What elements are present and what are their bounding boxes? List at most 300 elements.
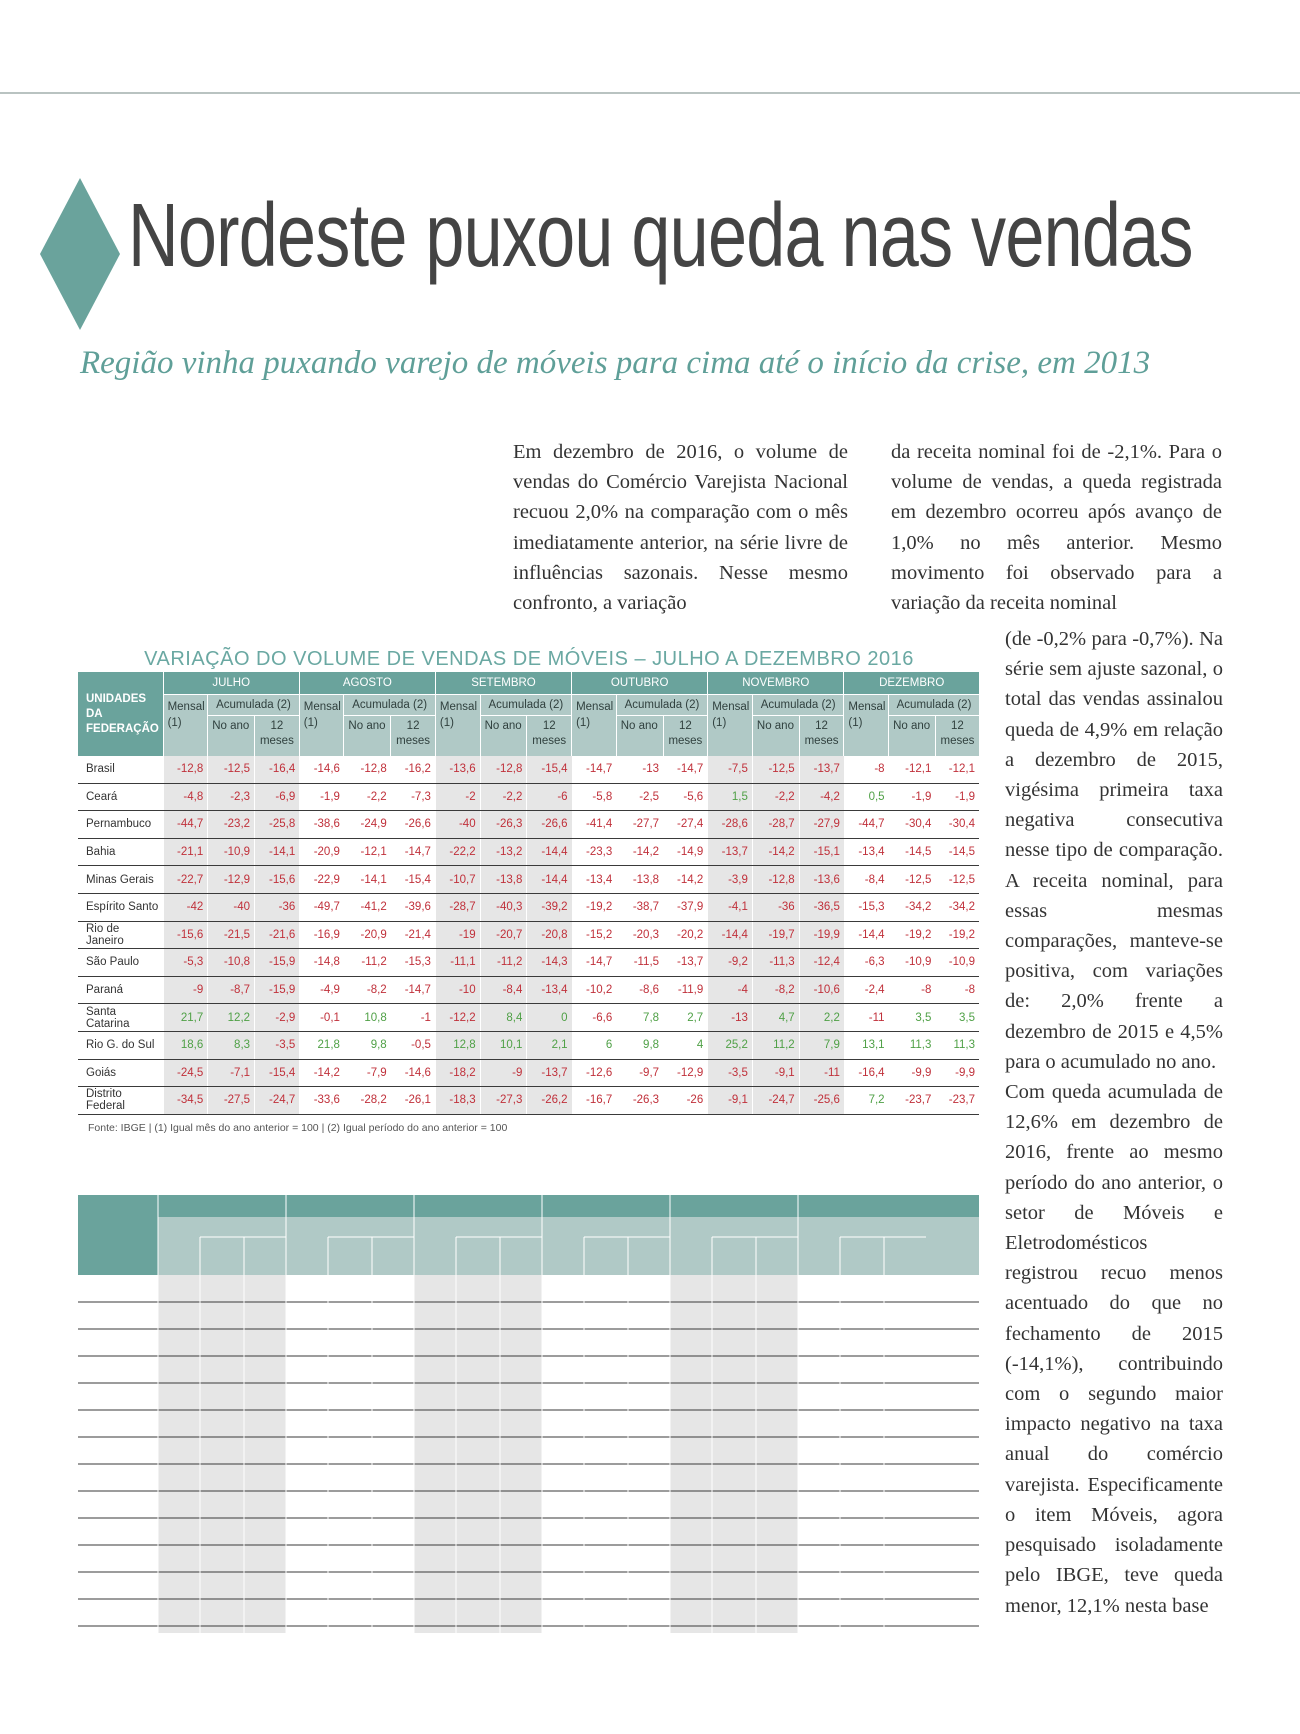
value-cell: -27,7: [616, 811, 663, 839]
ghost-subheader-band: [158, 1217, 979, 1275]
value-cell: 7,9: [799, 1031, 844, 1059]
ghost-state-header: [78, 1195, 158, 1275]
value-cell: -11: [844, 1004, 889, 1032]
state-name: Distrito Federal: [78, 1087, 163, 1115]
value-cell: -8,2: [752, 976, 799, 1004]
value-cell: -30,4: [935, 811, 979, 839]
value-cell: -28,7: [435, 893, 480, 921]
table-row: [78, 783, 979, 811]
doze-meses-header: 12 meses: [527, 716, 572, 757]
value-cell: -14,2: [663, 866, 708, 894]
acumulada-header: Acumulada (2): [344, 695, 436, 716]
value-cell: -19,2: [889, 921, 936, 949]
value-cell: 11,2: [752, 1031, 799, 1059]
value-cell: -7,1: [208, 1059, 255, 1087]
value-cell: -10,9: [889, 949, 936, 977]
ghost-month-band: [158, 1195, 979, 1217]
value-cell: -6,3: [844, 949, 889, 977]
value-cell: 9,8: [344, 1031, 391, 1059]
value-cell: -12,1: [344, 838, 391, 866]
value-cell: -7,3: [391, 783, 436, 811]
acumulada-header: Acumulada (2): [616, 695, 707, 716]
value-cell: -19,2: [572, 893, 617, 921]
value-cell: -14,4: [708, 921, 753, 949]
value-cell: -25,6: [799, 1087, 844, 1115]
value-cell: -5,6: [663, 783, 708, 811]
doze-meses-header: 12 meses: [799, 716, 844, 757]
value-cell: -2,9: [255, 1004, 300, 1032]
value-cell: -2,2: [752, 783, 799, 811]
month-header: JULHO: [163, 672, 299, 695]
month-header: NOVEMBRO: [708, 672, 844, 695]
month-header: SETEMBRO: [435, 672, 571, 695]
value-cell: -9: [163, 976, 208, 1004]
value-cell: -10,9: [208, 838, 255, 866]
value-cell: -3,5: [708, 1059, 753, 1087]
table-row: [78, 949, 979, 977]
value-cell: -15,2: [572, 921, 617, 949]
value-cell: 25,2: [708, 1031, 753, 1059]
value-cell: -13,4: [527, 976, 572, 1004]
value-cell: 1,5: [708, 783, 753, 811]
value-cell: -44,7: [844, 811, 889, 839]
value-cell: -12,8: [480, 756, 527, 783]
value-cell: -26,3: [480, 811, 527, 839]
value-cell: -10,6: [799, 976, 844, 1004]
value-cell: -40,3: [480, 893, 527, 921]
body-paragraph: da receita nominal foi de -2,1%. Para o volume de vendas, a queda registrada em dezembro ocorreu após avanço de 1,0% no mês anterior. Mesmo movimento foi observado para a variação da receita nominal: [891, 441, 1222, 615]
value-cell: 10,1: [480, 1031, 527, 1059]
value-cell: -3,9: [708, 866, 753, 894]
value-cell: -22,7: [163, 866, 208, 894]
value-cell: -10,8: [208, 949, 255, 977]
value-cell: -12,2: [435, 1004, 480, 1032]
value-cell: -14,2: [299, 1059, 344, 1087]
value-cell: -39,2: [527, 893, 572, 921]
value-cell: -10,2: [572, 976, 617, 1004]
table-row: [78, 976, 979, 1004]
value-cell: -7,9: [344, 1059, 391, 1087]
value-cell: -13,8: [616, 866, 663, 894]
value-cell: -3,5: [255, 1031, 300, 1059]
value-cell: -15,1: [799, 838, 844, 866]
table-row: [78, 838, 979, 866]
value-cell: -15,6: [255, 866, 300, 894]
value-cell: -36,5: [799, 893, 844, 921]
doze-meses-header: 12 meses: [663, 716, 708, 757]
value-cell: -12,9: [663, 1059, 708, 1087]
value-cell: -38,7: [616, 893, 663, 921]
value-cell: -14,4: [527, 866, 572, 894]
value-cell: -11,2: [480, 949, 527, 977]
value-cell: -14,7: [663, 756, 708, 783]
value-cell: -13,7: [708, 838, 753, 866]
value-cell: -0,5: [391, 1031, 436, 1059]
value-cell: -20,9: [299, 838, 344, 866]
value-cell: -12,6: [572, 1059, 617, 1087]
value-cell: -34,2: [935, 893, 979, 921]
value-cell: 4: [663, 1031, 708, 1059]
value-cell: -4,1: [708, 893, 753, 921]
table-footnote: Fonte: IBGE | (1) Igual mês do ano anterior = 100 | (2) Igual período do ano anterior = 100: [88, 1122, 508, 1134]
mensal-header: Mensal (1): [572, 695, 617, 757]
value-cell: -27,9: [799, 811, 844, 839]
value-cell: -19,9: [799, 921, 844, 949]
value-cell: 3,5: [889, 1004, 936, 1032]
value-cell: -14,1: [255, 838, 300, 866]
body-paragraph: (de -0,2% para -0,7%). Na série sem ajuste sazonal, o total das vendas assinalou queda de 4,9% em relação a dezembro de 2015, vigésima primeira taxa negativa consecutiva nesse tipo de comparação. A receita nominal, para essas mesmas comparações, manteve-se positiva, com variações de: 2,0% frente a dezembro de 2015 e 4,5% para o acumulado no ano.: [1005, 628, 1223, 1073]
value-cell: -23,7: [935, 1087, 979, 1115]
value-cell: 0,5: [844, 783, 889, 811]
value-cell: 10,8: [344, 1004, 391, 1032]
value-cell: 11,3: [889, 1031, 936, 1059]
table-header: [78, 672, 979, 756]
value-cell: -11,9: [663, 976, 708, 1004]
value-cell: -23,7: [889, 1087, 936, 1115]
month-header: AGOSTO: [299, 672, 435, 695]
mensal-header: Mensal (1): [299, 695, 344, 757]
value-cell: -1,9: [299, 783, 344, 811]
value-cell: -12,1: [889, 756, 936, 783]
value-cell: 12,2: [208, 1004, 255, 1032]
value-cell: -21,5: [208, 921, 255, 949]
value-cell: -2,4: [844, 976, 889, 1004]
value-cell: -14,7: [391, 976, 436, 1004]
value-cell: 7,2: [844, 1087, 889, 1115]
value-cell: -16,2: [391, 756, 436, 783]
value-cell: -49,7: [299, 893, 344, 921]
value-cell: -22,2: [435, 838, 480, 866]
value-cell: -14,4: [527, 838, 572, 866]
value-cell: 8,3: [208, 1031, 255, 1059]
value-cell: -20,2: [663, 921, 708, 949]
value-cell: -15,4: [255, 1059, 300, 1087]
value-cell: -24,7: [255, 1087, 300, 1115]
ghost-table-grid: [78, 1195, 979, 1633]
doze-meses-header: 12 meses: [255, 716, 300, 757]
table-row: [78, 1004, 979, 1032]
value-cell: -9,7: [616, 1059, 663, 1087]
value-cell: -16,4: [844, 1059, 889, 1087]
value-cell: -12,8: [163, 756, 208, 783]
value-cell: -1,9: [935, 783, 979, 811]
state-name: Goiás: [78, 1059, 163, 1087]
table-row: [78, 1087, 979, 1115]
value-cell: -25,8: [255, 811, 300, 839]
value-cell: -13,4: [844, 838, 889, 866]
value-cell: -12,8: [752, 866, 799, 894]
value-cell: -8: [889, 976, 936, 1004]
subtitle: Região vinha puxando varejo de móveis para cima até o início da crise, em 2013: [80, 345, 1151, 381]
value-cell: -8,7: [208, 976, 255, 1004]
value-cell: -13,2: [480, 838, 527, 866]
value-cell: 11,3: [935, 1031, 979, 1059]
value-cell: -13: [708, 1004, 753, 1032]
value-cell: -26,1: [391, 1087, 436, 1115]
state-name: São Paulo: [78, 949, 163, 977]
value-cell: -9,1: [708, 1087, 753, 1115]
table-title: VARIAÇÃO DO VOLUME DE VENDAS DE MÓVEIS – JULHO A DEZEMBRO 2016: [144, 648, 914, 670]
value-cell: -26: [663, 1087, 708, 1115]
value-cell: -44,7: [163, 811, 208, 839]
value-cell: -9,1: [752, 1059, 799, 1087]
value-cell: -39,6: [391, 893, 436, 921]
value-cell: -21,4: [391, 921, 436, 949]
month-header: DEZEMBRO: [844, 672, 979, 695]
value-cell: -6,6: [572, 1004, 617, 1032]
value-cell: -23,3: [572, 838, 617, 866]
value-cell: -12,9: [208, 866, 255, 894]
no-ano-header: No ano: [889, 716, 936, 757]
value-cell: -8,4: [480, 976, 527, 1004]
value-cell: -11,2: [344, 949, 391, 977]
value-cell: -20,3: [616, 921, 663, 949]
value-cell: -15,9: [255, 949, 300, 977]
value-cell: -27,5: [208, 1087, 255, 1115]
value-cell: -41,2: [344, 893, 391, 921]
value-cell: -12,5: [935, 866, 979, 894]
value-cell: -15,4: [527, 756, 572, 783]
value-cell: -14,6: [391, 1059, 436, 1087]
table-row: [78, 921, 979, 949]
value-cell: -36: [752, 893, 799, 921]
value-cell: -14,5: [935, 838, 979, 866]
value-cell: -40: [435, 811, 480, 839]
value-cell: -34,2: [889, 893, 936, 921]
state-name: Bahia: [78, 838, 163, 866]
mensal-header: Mensal (1): [163, 695, 208, 757]
value-cell: -14,5: [889, 838, 936, 866]
value-cell: 3,5: [935, 1004, 979, 1032]
value-cell: 2,1: [527, 1031, 572, 1059]
state-name: Paraná: [78, 976, 163, 1004]
value-cell: -13,7: [799, 756, 844, 783]
headline: Nordeste puxou queda nas vendas: [128, 186, 1193, 286]
value-cell: -24,9: [344, 811, 391, 839]
state-name: Ceará: [78, 783, 163, 811]
sales-table: [78, 672, 979, 1115]
value-cell: -9: [480, 1059, 527, 1087]
value-cell: -28,2: [344, 1087, 391, 1115]
value-cell: -14,3: [527, 949, 572, 977]
table-row: [78, 1031, 979, 1059]
value-cell: -13,7: [663, 949, 708, 977]
value-cell: -14,9: [663, 838, 708, 866]
doze-meses-header: 12 meses: [391, 716, 436, 757]
value-cell: -14,7: [572, 756, 617, 783]
value-cell: -14,4: [844, 921, 889, 949]
value-cell: -24,5: [163, 1059, 208, 1087]
value-cell: 7,8: [616, 1004, 663, 1032]
no-ano-header: No ano: [616, 716, 663, 757]
diamond-ornament: [40, 178, 120, 330]
value-cell: 18,6: [163, 1031, 208, 1059]
acumulada-header: Acumulada (2): [752, 695, 844, 716]
state-name: Espírito Santo: [78, 893, 163, 921]
value-cell: -14,2: [752, 838, 799, 866]
value-cell: -26,6: [391, 811, 436, 839]
value-cell: -26,3: [616, 1087, 663, 1115]
value-cell: -14,1: [344, 866, 391, 894]
value-cell: -12,1: [935, 756, 979, 783]
value-cell: -12,5: [752, 756, 799, 783]
value-cell: -16,7: [572, 1087, 617, 1115]
value-cell: 6: [572, 1031, 617, 1059]
value-cell: -42: [163, 893, 208, 921]
value-cell: -14,2: [616, 838, 663, 866]
value-cell: -24,7: [752, 1087, 799, 1115]
mensal-header: Mensal (1): [708, 695, 753, 757]
value-cell: -28,7: [752, 811, 799, 839]
value-cell: -0,1: [299, 1004, 344, 1032]
value-cell: -10: [435, 976, 480, 1004]
value-cell: 13,1: [844, 1031, 889, 1059]
value-cell: -14,7: [572, 949, 617, 977]
value-cell: -30,4: [889, 811, 936, 839]
table-row: [78, 1059, 979, 1087]
mensal-header: Mensal (1): [435, 695, 480, 757]
value-cell: -8: [935, 976, 979, 1004]
value-cell: -10,9: [935, 949, 979, 977]
body-column-2-bottom: [1005, 624, 1223, 1621]
value-cell: -16,4: [255, 756, 300, 783]
value-cell: -28,6: [708, 811, 753, 839]
body-paragraph: Com queda acumulada de 12,6% em dezembro de 2016, frente ao mesmo período do ano anterior, o setor de Móveis e Eletrodomésticos registrou recuo menos acentuado do que no fechamento de 2015 (-14,1%), contribuindo com o segundo maior impacto negativo na taxa anual do comércio varejista. Especificamente o item Móveis, agora pesquisado isoladamente pelo IBGE, teve queda menor, 12,1% nesta base: [1005, 1081, 1223, 1617]
value-cell: -8,2: [344, 976, 391, 1004]
state-column-header: UNIDADES DA FEDERAÇÃO: [78, 672, 163, 756]
value-cell: -13,4: [572, 866, 617, 894]
table-row: [78, 811, 979, 839]
month-header: OUTUBRO: [572, 672, 708, 695]
value-cell: -37,9: [663, 893, 708, 921]
value-cell: -2,2: [480, 783, 527, 811]
value-cell: -20,9: [344, 921, 391, 949]
value-cell: -6,9: [255, 783, 300, 811]
acumulada-header: Acumulada (2): [889, 695, 979, 716]
value-cell: 21,7: [163, 1004, 208, 1032]
value-cell: -6: [527, 783, 572, 811]
value-cell: -12,4: [799, 949, 844, 977]
table-row: [78, 866, 979, 894]
value-cell: -4,8: [163, 783, 208, 811]
value-cell: -15,6: [163, 921, 208, 949]
no-ano-header: No ano: [344, 716, 391, 757]
value-cell: -14,8: [299, 949, 344, 977]
value-cell: -11,5: [616, 949, 663, 977]
value-cell: -34,5: [163, 1087, 208, 1115]
state-name: Santa Catarina: [78, 1004, 163, 1032]
value-cell: -15,3: [844, 893, 889, 921]
value-cell: -20,7: [480, 921, 527, 949]
value-cell: -2,2: [344, 783, 391, 811]
value-cell: -18,2: [435, 1059, 480, 1087]
value-cell: -2: [435, 783, 480, 811]
table-row: [78, 756, 979, 783]
value-cell: -11,3: [752, 949, 799, 977]
value-cell: -1: [391, 1004, 436, 1032]
value-cell: -13,6: [799, 866, 844, 894]
value-cell: -33,6: [299, 1087, 344, 1115]
body-paragraph: Em dezembro de 2016, o volume de vendas do Comércio Varejista Nacional recuou 2,0% na comparação com o mês imediatamente anterior, na série livre de influências sazonais. Nesse mesmo confronto, a variação: [513, 441, 848, 615]
value-cell: -21,1: [163, 838, 208, 866]
no-ano-header: No ano: [752, 716, 799, 757]
value-cell: -16,9: [299, 921, 344, 949]
value-cell: -13,8: [480, 866, 527, 894]
value-cell: -15,9: [255, 976, 300, 1004]
no-ano-header: No ano: [208, 716, 255, 757]
state-name: Rio G. do Sul: [78, 1031, 163, 1059]
value-cell: -23,2: [208, 811, 255, 839]
body-column-1: [513, 437, 848, 618]
value-cell: -13,6: [435, 756, 480, 783]
value-cell: -8,6: [616, 976, 663, 1004]
value-cell: -19: [435, 921, 480, 949]
value-cell: -5,3: [163, 949, 208, 977]
value-cell: -9,9: [935, 1059, 979, 1087]
state-name: Minas Gerais: [78, 866, 163, 894]
value-cell: 9,8: [616, 1031, 663, 1059]
value-cell: -27,3: [480, 1087, 527, 1115]
value-cell: -1,9: [889, 783, 936, 811]
value-cell: -13,7: [527, 1059, 572, 1087]
value-cell: -22,9: [299, 866, 344, 894]
state-name: Pernambuco: [78, 811, 163, 839]
state-name: Brasil: [78, 756, 163, 783]
value-cell: -9,2: [708, 949, 753, 977]
value-cell: 21,8: [299, 1031, 344, 1059]
value-cell: -14,7: [391, 838, 436, 866]
value-cell: -4: [708, 976, 753, 1004]
top-rule: [0, 92, 1300, 94]
value-cell: 2,7: [663, 1004, 708, 1032]
value-cell: -27,4: [663, 811, 708, 839]
value-cell: -7,5: [708, 756, 753, 783]
value-cell: -5,8: [572, 783, 617, 811]
value-cell: -12,5: [208, 756, 255, 783]
value-cell: -4,2: [799, 783, 844, 811]
value-cell: -15,4: [391, 866, 436, 894]
value-cell: -41,4: [572, 811, 617, 839]
value-cell: -12,8: [344, 756, 391, 783]
no-ano-header: No ano: [480, 716, 527, 757]
value-cell: -11,1: [435, 949, 480, 977]
value-cell: -13: [616, 756, 663, 783]
value-cell: 12,8: [435, 1031, 480, 1059]
table-row: [78, 893, 979, 921]
mensal-header: Mensal (1): [844, 695, 889, 757]
value-cell: -8,4: [844, 866, 889, 894]
value-cell: -21,6: [255, 921, 300, 949]
value-cell: -9,9: [889, 1059, 936, 1087]
value-cell: -20,8: [527, 921, 572, 949]
table-body: [78, 756, 979, 1114]
value-cell: -2,3: [208, 783, 255, 811]
value-cell: -26,2: [527, 1087, 572, 1115]
value-cell: -18,3: [435, 1087, 480, 1115]
value-cell: -26,6: [527, 811, 572, 839]
value-cell: 0: [527, 1004, 572, 1032]
value-cell: -4,9: [299, 976, 344, 1004]
state-name: Rio de Janeiro: [78, 921, 163, 949]
body-column-2-top: [891, 437, 1222, 618]
value-cell: -15,3: [391, 949, 436, 977]
value-cell: -2,5: [616, 783, 663, 811]
value-cell: -10,7: [435, 866, 480, 894]
value-cell: 2,2: [799, 1004, 844, 1032]
value-cell: -11: [799, 1059, 844, 1087]
value-cell: -36: [255, 893, 300, 921]
doze-meses-header: 12 meses: [935, 716, 979, 757]
